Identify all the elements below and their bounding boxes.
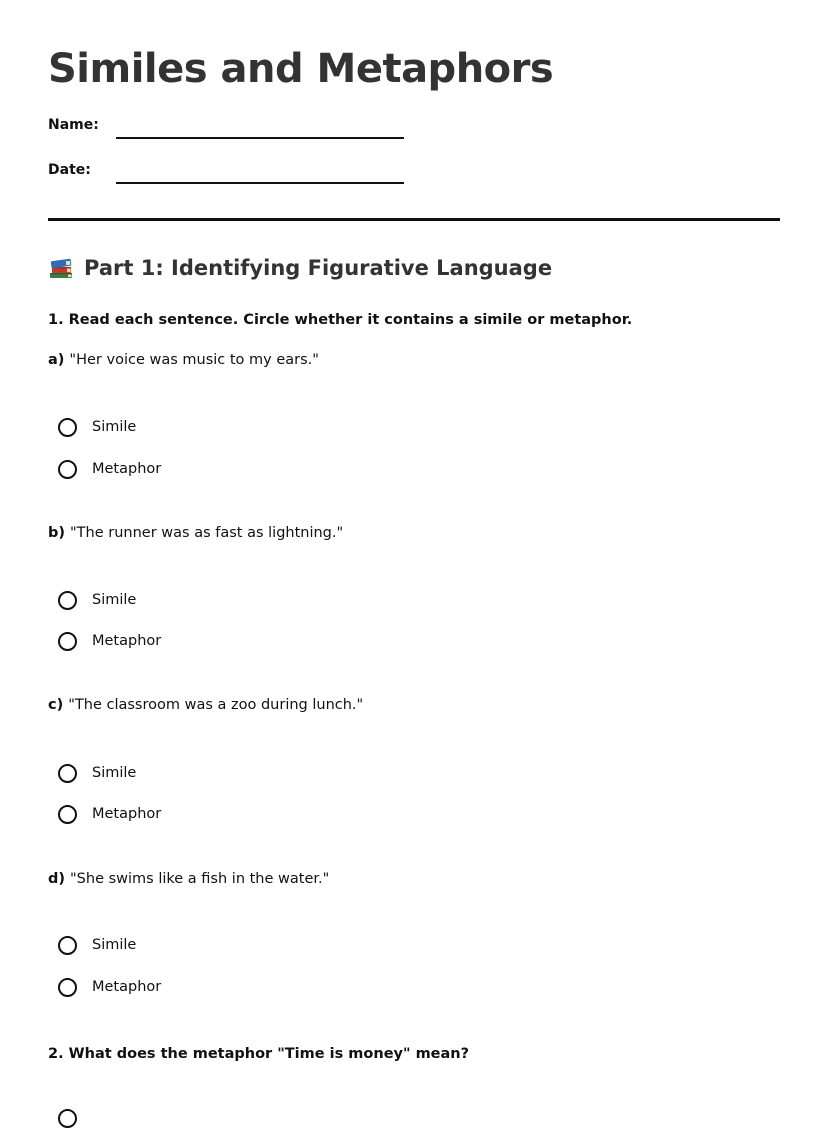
sentence-letter: a) bbox=[48, 352, 65, 368]
date-field[interactable] bbox=[48, 162, 408, 186]
option-q2-partial[interactable] bbox=[58, 1106, 92, 1130]
option-label: Metaphor bbox=[92, 806, 162, 822]
radio-button[interactable] bbox=[58, 978, 77, 997]
radio-button[interactable] bbox=[58, 632, 77, 651]
option-c-simile[interactable] bbox=[58, 761, 136, 785]
radio-button[interactable] bbox=[58, 591, 77, 610]
sentence-b bbox=[48, 525, 343, 541]
sentence-letter: d) bbox=[48, 871, 66, 887]
part1-heading bbox=[48, 256, 552, 280]
option-label: Simile bbox=[92, 419, 137, 435]
option-label: Simile bbox=[92, 937, 137, 953]
sentence-text: "The runner was as fast as lightning." bbox=[70, 525, 344, 541]
radio-button[interactable] bbox=[58, 418, 77, 437]
name-label: Name: bbox=[48, 117, 99, 133]
option-a-simile[interactable] bbox=[58, 415, 136, 439]
option-c-metaphor[interactable] bbox=[58, 802, 161, 826]
sentence-a bbox=[48, 352, 319, 368]
radio-button[interactable] bbox=[58, 764, 77, 783]
option-d-metaphor[interactable] bbox=[58, 975, 161, 999]
question-1-prompt: 1. Read each sentence. Circle whether it contains a simile or metaphor. bbox=[48, 312, 633, 328]
option-b-metaphor[interactable] bbox=[58, 629, 161, 653]
option-d-simile[interactable] bbox=[58, 933, 136, 957]
sentence-letter: b) bbox=[48, 525, 66, 541]
sentence-d bbox=[48, 871, 329, 887]
option-label: Metaphor bbox=[92, 461, 162, 477]
radio-button[interactable] bbox=[58, 805, 77, 824]
section-divider bbox=[48, 218, 780, 221]
radio-button[interactable] bbox=[58, 460, 77, 479]
option-label: Simile bbox=[92, 765, 137, 781]
sentence-letter: c) bbox=[48, 697, 64, 713]
page-title: Similes and Metaphors bbox=[48, 46, 554, 92]
sentence-text: "She swims like a fish in the water." bbox=[70, 871, 330, 887]
radio-button[interactable] bbox=[58, 936, 77, 955]
name-line[interactable] bbox=[116, 137, 404, 139]
option-label: Metaphor bbox=[92, 979, 162, 995]
date-line[interactable] bbox=[116, 182, 404, 184]
radio-button[interactable] bbox=[58, 1109, 77, 1128]
sentence-text: "Her voice was music to my ears." bbox=[69, 352, 319, 368]
name-field[interactable] bbox=[48, 117, 408, 141]
books-icon bbox=[48, 256, 74, 280]
option-label: Simile bbox=[92, 592, 137, 608]
option-a-metaphor[interactable] bbox=[58, 457, 161, 481]
question-2-prompt: 2. What does the metaphor "Time is money" mean? bbox=[48, 1046, 470, 1062]
sentence-text: "The classroom was a zoo during lunch." bbox=[68, 697, 364, 713]
option-label: Metaphor bbox=[92, 633, 162, 649]
sentence-c bbox=[48, 697, 363, 713]
option-b-simile[interactable] bbox=[58, 588, 136, 612]
part1-heading-text: Part 1: Identifying Figurative Language bbox=[84, 256, 553, 280]
date-label: Date: bbox=[48, 162, 91, 178]
